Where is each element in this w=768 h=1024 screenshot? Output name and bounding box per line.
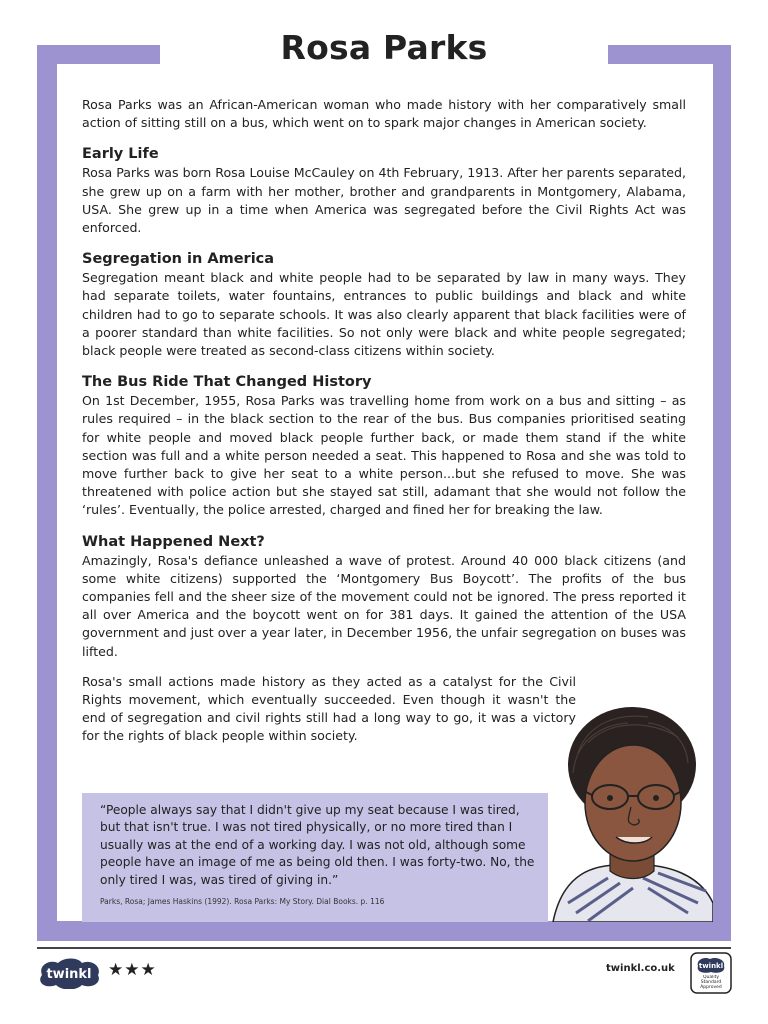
- quote-citation: Parks, Rosa; James Haskins (1992). Rosa Parks: My Story. Dial Books. p. 116: [100, 897, 385, 906]
- footer-site-link[interactable]: twinkl.co.uk: [606, 963, 675, 974]
- intro-paragraph: Rosa Parks was an African-American woman who made history with her comparatively small action of sitting still on a bus, which went on to spark major changes in American society.: [82, 97, 686, 131]
- title-banner: [160, 18, 608, 78]
- section-body: Segregation meant black and white people had to be separated by law in many ways. They had separate toilets, water fountains, entrances to public buildings and black and white children had to go to separate schools. It was also clearly apparent that black facilities were of a poorer standard than white facilities. So not only were black and white people segregated; black people were treated as second-class citizens within society.: [82, 270, 686, 359]
- section-heading: What Happened Next?: [82, 533, 265, 550]
- section-heading: The Bus Ride That Changed History: [82, 374, 372, 391]
- star-rating-icon: ★★★: [108, 960, 157, 980]
- section-bus-ride: [82, 372, 686, 519]
- section-heading: Segregation in America: [82, 251, 275, 268]
- section-body: On 1st December, 1955, Rosa Parks was travelling home from work on a bus and sitting – as rules required – in the black section to the rear of the bus. Bus companies prioritised seating for white people and moved black people further back, or made them stand if the white section was full and a white person needed a seat. This happened to Rosa and she was told to move further back to give her seat to a white person...but she refused to move. She was threatened with police action but she stayed sat still, adamant that she would not follow the ‘rules’. Eventually, the police arrested, charged and fined her for breaking the law.: [82, 393, 686, 518]
- section-early-life: [82, 144, 686, 237]
- section-body: Amazingly, Rosa's defiance unleashed a wave of protest. Around 40 000 black citizens (and some white citizens) supported the ‘Montgomery Bus Boycott’. The profits of the bus companies fell and the sheer size of the movement could not be ignored. The press reported it all over America and the boycott went on for 381 days. It gained the attention of the USA government and just over a year later, in December 1956, the unfair segregation on buses was lifted.: [82, 552, 686, 659]
- closing-paragraph: Rosa's small actions made history as they acted as a catalyst for the Civil Rights movement, which eventually succeeded. Even though it wasn't the end of segregation and civil rights still had a long way to go, it was a victory for the rights of black people within society.: [82, 673, 576, 744]
- badge-top-text: twinkl: [698, 962, 724, 970]
- logo-text: twinkl: [46, 967, 92, 982]
- rosa-parks-portrait: [548, 703, 713, 922]
- badge-bottom-text: Quality Standard Approved: [700, 975, 722, 990]
- twinkl-logo-icon[interactable]: [36, 957, 102, 989]
- section-heading: Early Life: [82, 146, 159, 163]
- section-body: Rosa Parks was born Rosa Louise McCauley on 4th February, 1913. After her parents separated, she grew up on a farm with her mother, brother and grandparents in Montgomery, Alabama, USA. She grew up in a time when America was segregated before the Civil Rights Act was enforced.: [82, 165, 686, 236]
- section-what-happened-next: [82, 532, 686, 661]
- page-title: Rosa Parks: [280, 28, 488, 67]
- article-body: [82, 96, 686, 746]
- section-segregation: [82, 249, 686, 360]
- footer-divider: [37, 947, 731, 949]
- quality-badge-icon: [690, 952, 732, 994]
- quote-text: “People always say that I didn't give up my seat because I was tired, but that isn't true. I was not tired physically, or no more tired than I usually was at the end of a working day. I was not old, although some people have an image of me as being old then. I was forty-two. No, the only tired I was, was tired of giving in.”: [100, 803, 535, 887]
